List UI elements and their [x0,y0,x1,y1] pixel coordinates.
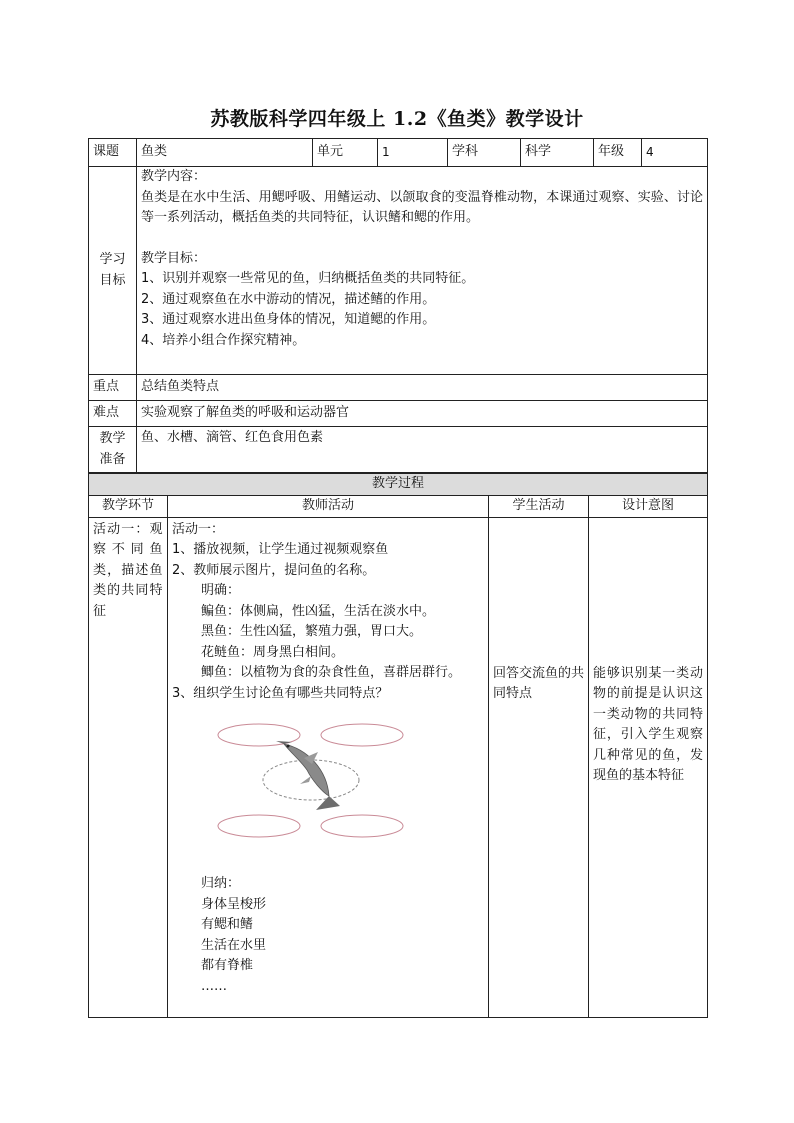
preparation-label-line-2: 准备 [99,451,126,467]
preparation-label [89,427,137,473]
preparation-label-line-1: 教学 [99,431,126,446]
summary-line: 身体呈梭形 [201,896,267,912]
student-activity-cell [489,517,589,1017]
column-stage: 教学环节 [89,496,168,518]
column-intent: 设计意图 [589,496,708,518]
difficulty-value: 实验观察了解鱼类的呼吸和运动器官 [137,401,708,427]
objectives-label [89,167,137,375]
process-header: 教学过程 [89,474,708,496]
lesson-info-table [88,138,708,473]
objectives-content [137,167,708,375]
content-heading: 教学内容： [141,169,207,184]
summary-line: 归纳： [201,876,241,891]
goal-item: 4、培养小组合作探究精神。 [141,332,306,348]
teacher-line: 2、教师展示图片，提问鱼的名称。 [172,562,376,578]
topic-value: 鱼类 [137,139,313,167]
trait-ellipse [321,724,403,746]
goal-item: 3、通过观察水进出鱼身体的情况，知道鳃的作用。 [141,312,436,327]
topic-label: 课题 [89,139,137,167]
fish-note: 花鲢鱼：周身黑白相间。 [201,644,345,660]
teaching-process-table [88,473,708,1018]
key-point-value: 总结鱼类特点 [137,375,708,401]
page-title: 苏教版科学四年级上 1.2《鱼类》教学设计 [210,108,584,130]
column-student: 学生活动 [489,496,589,518]
stage-cell: 活动一：观察不同鱼类，描述鱼类的共同特征 [89,517,168,1017]
teacher-activity-cell [168,517,489,1017]
grade-label: 年级 [594,139,642,167]
student-activity-text: 回答交流鱼的共同特点 [493,665,585,701]
fish-note: 明确： [201,583,241,598]
teacher-line: 活动一： [172,521,225,537]
subject-label: 学科 [448,139,521,167]
objectives-label-line-2: 目标 [99,272,126,288]
teacher-line: 1、播放视频，让学生通过视频观察鱼 [172,542,389,557]
preparation-value: 鱼、水槽、滴管、红色食用色素 [137,427,708,473]
trait-ellipse [218,815,300,837]
goals-heading: 教学目标： [141,250,207,266]
column-teacher: 教师活动 [168,496,489,518]
unit-label: 单元 [313,139,378,167]
summary-line: 都有脊椎 [201,958,254,973]
subject-value: 科学 [521,139,594,167]
fish-icon [276,741,340,810]
summary-line: 生活在水里 [201,937,267,953]
fish-diagram [172,714,484,864]
fish-note: 鳊鱼：体侧扁，性凶猛，生活在淡水中。 [201,603,436,619]
design-intent-text: 能够识别某一类动物的前提是认识这一类动物的共同特征，引入学生观察几种常见的鱼，发现鱼的基本特征 [593,665,704,783]
fish-note: 黑鱼：生性凶猛，繁殖力强，胃口大。 [201,624,423,639]
fish-note: 鲫鱼：以植物为食的杂食性鱼，喜群居群行。 [201,665,462,680]
teacher-question: 3、组织学生讨论鱼有哪些共同特点？ [172,685,389,701]
summary-line: …… [201,978,227,994]
fish-diagram-svg [212,714,412,864]
difficulty-label: 难点 [89,401,137,427]
goal-item: 1、识别并观察一些常见的鱼，归纳概括鱼类的共同特征。 [141,271,475,286]
goal-item: 2、通过观察鱼在水中游动的情况，描述鳍的作用。 [141,291,436,307]
unit-value: 1 [378,139,448,167]
design-intent-cell [589,517,708,1017]
trait-ellipse [321,815,403,837]
grade-value: 4 [642,139,708,167]
objectives-label-line-1: 学习 [99,252,126,267]
key-point-label: 重点 [89,375,137,401]
summary-line: 有鳃和鳍 [201,917,254,932]
content-text: 鱼类是在水中生活、用鳃呼吸、用鳍运动、以颌取食的变温脊椎动物，本课通过观察、实验、讨论等一系列活动，概括鱼类的共同特征，认识鳍和鳃的作用。 [141,189,703,225]
